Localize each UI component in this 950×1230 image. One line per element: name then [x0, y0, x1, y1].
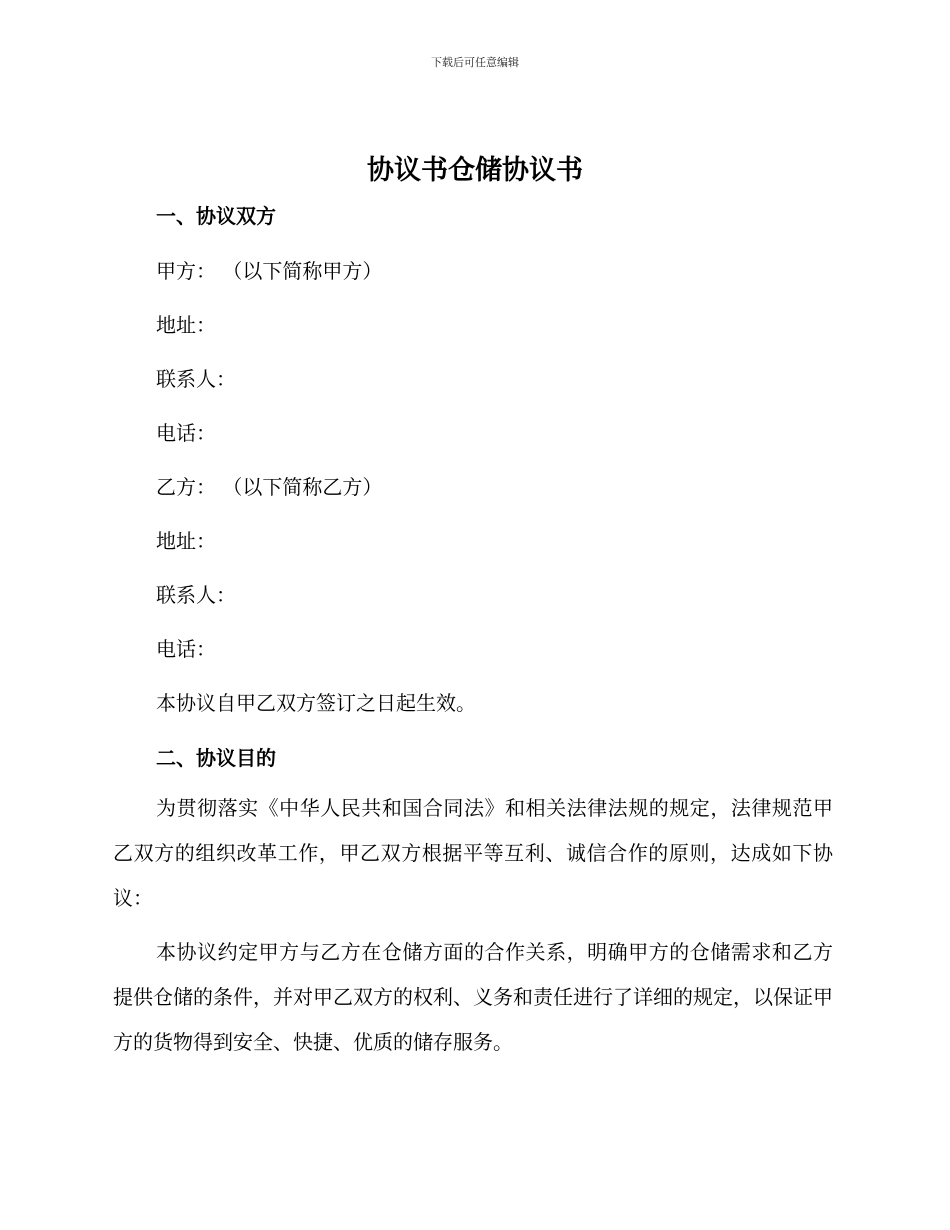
- party-b-phone: 电话：: [156, 637, 216, 661]
- effective-statement: 本协议自甲乙双方签订之日起生效。: [156, 691, 476, 715]
- party-b-contact: 联系人：: [156, 583, 236, 607]
- header-note: 下载后可任意编辑: [431, 56, 519, 69]
- section-heading-purpose: 二、协议目的: [156, 746, 276, 770]
- party-b-line: 乙方： （以下简称乙方）: [156, 475, 383, 499]
- party-a-phone: 电话：: [156, 421, 216, 445]
- section-heading-parties: 一、协议双方: [156, 204, 276, 228]
- party-a-contact: 联系人：: [156, 367, 236, 391]
- party-a-line: 甲方： （以下简称甲方）: [156, 259, 383, 283]
- party-b-address: 地址：: [156, 529, 216, 553]
- document-title: 协议书仓储协议书: [367, 155, 583, 186]
- purpose-paragraph-2: 本协议约定甲方与乙方在仓储方面的合作关系，明确甲方的仓储需求和乙方提供仓储的条件，并对甲乙双方的权利、义务和责任进行了详细的规定，以保证甲方的货物得到安全、快捷、优质的储存服务。: [113, 940, 833, 1054]
- purpose-paragraph-1: 为贯彻落实《中华人民共和国合同法》和相关法律法规的规定，法律规范甲乙双方的组织改革工作，甲乙双方根据平等互利、诚信合作的原则，达成如下协议：: [113, 796, 833, 910]
- party-a-address: 地址：: [156, 313, 216, 337]
